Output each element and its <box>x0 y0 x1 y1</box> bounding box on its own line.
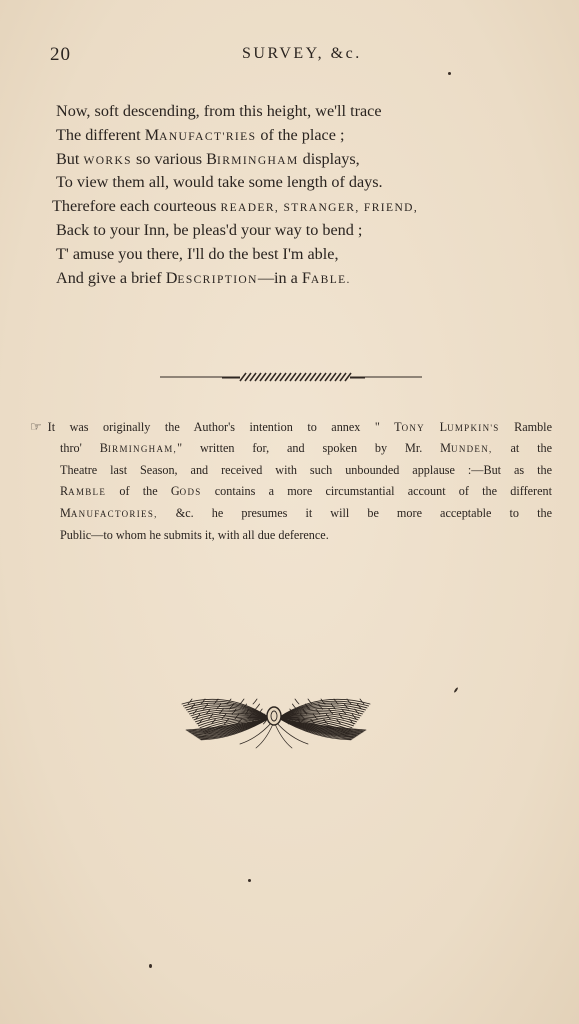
small-caps-text: UMPKIN'S <box>447 423 500 433</box>
small-caps-text: ODS <box>179 487 202 498</box>
text-run: G <box>170 484 180 499</box>
small-caps-text: WORKS <box>83 154 132 167</box>
verse-line <box>52 195 512 219</box>
text-run: M <box>405 440 416 455</box>
wheat-stalk <box>204 704 208 709</box>
verse-line <box>52 171 512 195</box>
wheat-stalk <box>256 704 260 709</box>
small-caps-text: ONY <box>401 423 440 433</box>
paper-speck <box>149 964 152 968</box>
text-run: T <box>394 420 402 434</box>
page-number: 20 <box>50 44 71 65</box>
text-run: of the place ; <box>256 125 345 144</box>
paper-speck <box>448 72 451 75</box>
wheat-stalk <box>253 699 257 704</box>
twisted-rule-ornament <box>160 368 424 386</box>
verse-line <box>52 100 512 124</box>
wheat-stalk <box>240 699 244 704</box>
small-caps-text: AMBLE <box>68 487 107 498</box>
verse-line <box>52 219 512 243</box>
text-run: R <box>60 484 69 499</box>
wheat-stalk <box>295 699 299 704</box>
verse-line <box>52 148 512 172</box>
footnote-line <box>30 503 552 525</box>
footnote-line <box>30 416 552 438</box>
text-run: L <box>439 420 448 434</box>
small-caps-text: ESCRIPTION <box>177 273 258 286</box>
text-run: Public—to whom he submits it, with all due deference. <box>60 527 329 542</box>
small-caps-text: ANUFACTORIES, <box>70 509 158 520</box>
text-run: But <box>56 149 84 168</box>
text-run: r. <box>415 440 441 455</box>
wheat-stalk <box>329 709 333 714</box>
text-run: " written for, and spoken by <box>177 440 405 455</box>
small-caps-text: UNDEN, <box>451 443 493 454</box>
text-run: of the <box>106 484 171 499</box>
wheat-stalk <box>339 714 343 719</box>
text-run: displays, <box>298 149 360 168</box>
wheat-sheaf-ornament <box>178 686 374 750</box>
text-run: D <box>165 268 178 287</box>
footnote-line <box>30 481 552 503</box>
footnote-line <box>30 460 552 482</box>
text-run: so various <box>131 149 207 168</box>
wheat-stalk <box>209 714 213 719</box>
verse-line <box>52 267 512 291</box>
text-run: Therefore each courteous <box>52 197 221 216</box>
text-run: thro' <box>60 440 100 455</box>
running-head: SURVEY, &c. <box>242 45 362 62</box>
text-run: Ramble <box>499 420 552 434</box>
wheat-stalk <box>292 704 296 709</box>
text-run: The different <box>56 125 145 144</box>
verse-line <box>52 124 512 148</box>
paper-speck <box>453 687 458 693</box>
text-run: To view them all, would take some length of days. <box>56 173 383 192</box>
text-run: Now, soft descending, from this height, we'll trace <box>56 102 382 120</box>
footnote-line <box>30 438 552 460</box>
text-run: M <box>440 440 452 455</box>
text-run: &c. he presumes it will be more acceptable to the <box>157 506 552 521</box>
text-run: And give a brief <box>56 268 166 287</box>
verse-line <box>52 243 512 267</box>
wheat-stalk <box>224 719 228 724</box>
text-run: —in a <box>257 268 302 287</box>
text-run: M <box>144 125 160 144</box>
text-run: T' amuse you there, I'll do the best I'm able, <box>56 244 339 263</box>
wheat-stalk <box>256 724 273 748</box>
text-run: M <box>60 506 71 521</box>
text-run: Back to your Inn, be pleas'd your way to bend ; <box>56 220 363 239</box>
paper-speck <box>248 879 251 882</box>
verse-stanza <box>52 100 512 290</box>
wheat-stalk <box>350 719 354 724</box>
small-caps-text: IRMINGHAM <box>216 154 299 167</box>
footnote <box>30 416 552 547</box>
text-run: B <box>206 149 217 168</box>
text-run: Theatre last Season, and received with such unbounded applause :—But as the <box>60 462 552 477</box>
text-run: It was originally the Author's intention to annex " <box>47 420 395 434</box>
pointing-hand-icon: ☞ <box>30 419 42 434</box>
text-run: F <box>301 268 311 287</box>
wheat-stalk <box>275 724 292 748</box>
small-caps-text: READER, STRANGER, FRIEND, <box>220 202 419 215</box>
text-run: at the <box>492 440 553 455</box>
text-run: contains a more circumstantial account of the different <box>201 484 553 499</box>
small-caps-text: ANUFACT'RIES <box>159 130 257 143</box>
small-caps-text: ABLE. <box>310 273 351 286</box>
footnote-line <box>30 525 552 547</box>
text-run: B <box>99 440 108 455</box>
wheat-stalk <box>326 714 330 719</box>
wheat-stalk <box>222 714 226 719</box>
small-caps-text: IRMINGHAM, <box>107 443 178 454</box>
